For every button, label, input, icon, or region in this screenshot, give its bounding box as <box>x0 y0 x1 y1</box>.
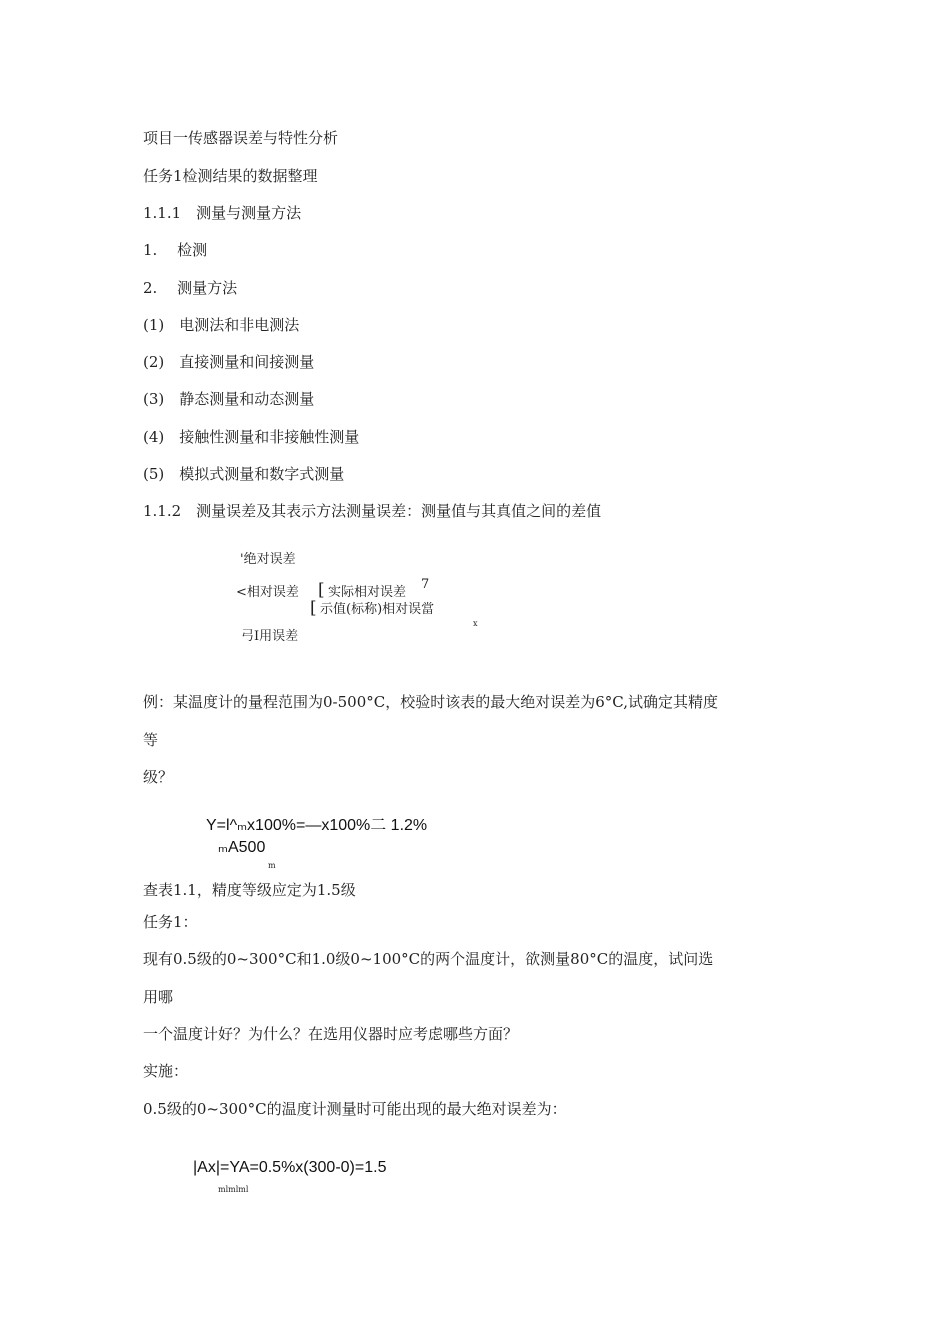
formula2-sub: mlmlml <box>218 1185 249 1194</box>
section-1-1-1: 1.1.1 测量与测量方法 <box>143 204 302 222</box>
implement-label: 实施： <box>143 1062 189 1080</box>
implement-line-1: 0.5级的0~300°C的温度计测量时可能出现的最大绝对误差为： <box>143 1100 567 1118</box>
mark-x: x <box>473 619 478 628</box>
task1-heading: 任务1检测结果的数据整理 <box>143 167 318 185</box>
absolute-error-label: '绝对误差 <box>240 552 296 567</box>
task1-label: 任务1： <box>143 913 198 931</box>
example-line-1-wrap: 等 <box>143 731 159 749</box>
bracket-open-2: [ <box>310 598 317 618</box>
task-line-2: 一个温度计好？为什么？在选用仪器时应考虑哪些方面？ <box>143 1025 519 1043</box>
formula-sub-m: m <box>268 861 276 870</box>
list-item-methods: 2. 测量方法 <box>143 279 238 297</box>
section-1-1-2: 1.1.2 测量误差及其表示方法测量误差：测量值与其真值之间的差值 <box>143 502 602 520</box>
sub-item-4: (4) 接触性测量和非接触性测量 <box>143 428 360 446</box>
formula2-main: |Ax|=YA=0.5%x(300-0)=1.5 <box>193 1159 387 1176</box>
sub-item-2: (2) 直接测量和间接测量 <box>143 353 315 371</box>
relative-error-label: <相对误差 <box>236 585 299 600</box>
example-line-1: 例：某温度计的量程范围为0-500°C，校验时该表的最大绝对误差为6°C,试确定其精度 <box>143 693 718 711</box>
actual-relative-error-label: 实际相对误差 <box>328 585 407 600</box>
formula-main: Y=l^ₘx100%=—x100%二 1.2% <box>206 817 428 834</box>
sub-item-5: (5) 模拟式测量和数字式测量 <box>143 465 345 483</box>
reference-error-label: 弓I用误差 <box>241 629 299 644</box>
document-title: 项目一传感器误差与特性分析 <box>143 129 339 147</box>
task-line-1: 现有0.5级的0~300°C和1.0级0~100°C的两个温度计，欲测量80°C的温度，试问选 <box>143 950 714 968</box>
list-item-detection: 1. 检测 <box>143 241 208 259</box>
task-line-1-wrap: 用哪 <box>143 988 174 1006</box>
nominal-relative-error-label: 示值(标称)相对误當 <box>320 602 435 617</box>
example-line-2: 级？ <box>143 768 174 786</box>
sub-item-1: (1) 电测法和非电测法 <box>143 316 300 334</box>
mark-7: 7 <box>421 577 430 592</box>
formula-denominator: ₘA500 <box>218 839 266 856</box>
lookup-conclusion: 查表1.1，精度等级应定为1.5级 <box>143 881 356 899</box>
sub-item-3: (3) 静态测量和动态测量 <box>143 390 315 408</box>
bracket-open: [ <box>318 580 325 600</box>
